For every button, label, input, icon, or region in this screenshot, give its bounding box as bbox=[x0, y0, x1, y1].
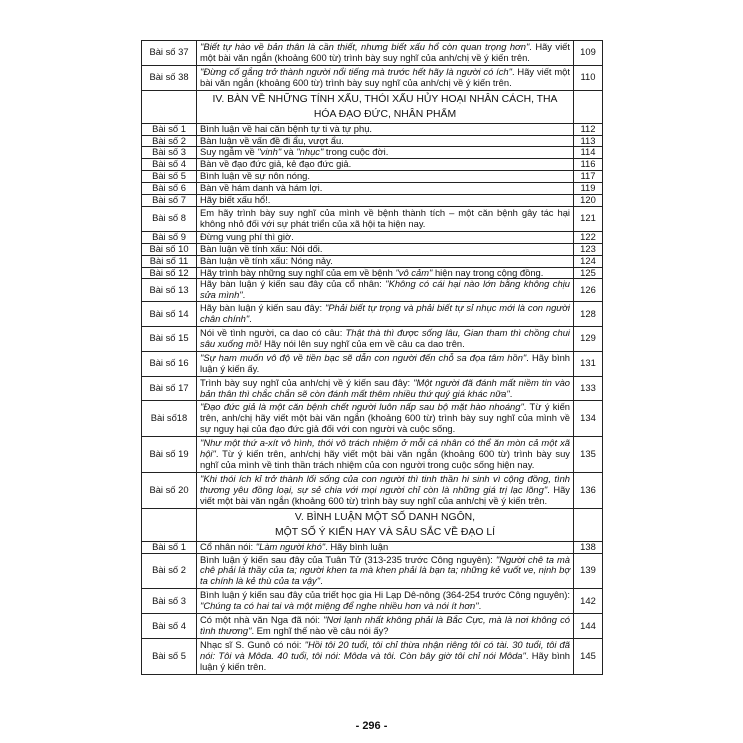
exercise-number: Bài số 4 bbox=[142, 614, 197, 639]
page-ref: 131 bbox=[574, 351, 603, 376]
table-row bbox=[142, 553, 603, 589]
exercise-title bbox=[197, 171, 574, 183]
text-segment: . Hãy bình luận ý kiến trên. bbox=[200, 649, 571, 672]
page-ref: 125 bbox=[574, 267, 603, 279]
text-segment: Hãy nói lên suy nghĩ của em về câu ca dao trên. bbox=[261, 337, 465, 349]
quote-text: "Người chê ta mà chê phải là thầy của ta; người khen ta mà khen phải là bạn ta; những kẻ vuốt ve, nịnh bợ ta chính là kẻ thù của ta vậy" bbox=[200, 553, 570, 587]
exercise-number: Bài số 11 bbox=[142, 255, 197, 267]
quote-text: "Hồi tôi 20 tuổi, tôi chỉ thừa nhận riêng tôi có tài. 30 tuổi, tôi đã nói: Tôi và Môda. 40 tuổi, tôi nói: Môda và tôi. Còn bây giờ tôi chỉ nói Môda" bbox=[200, 638, 570, 661]
quote-text: "Chúng ta có hai tai và một miệng để nghe nhiều hơn và nói ít hơn" bbox=[200, 600, 479, 612]
text-segment: Bàn luận về tính xấu: Nóng nảy. bbox=[200, 254, 333, 266]
table-row bbox=[142, 231, 603, 243]
table-row bbox=[142, 376, 603, 401]
text-segment: hiện nay trong cộng đồng. bbox=[432, 266, 544, 278]
exercise-title bbox=[197, 41, 574, 66]
text-segment: Hãy biết xấu hổ!. bbox=[200, 194, 271, 206]
table-row bbox=[142, 541, 603, 553]
text-segment: V. BÌNH LUẬN MỘT SỐ DANH NGÔN, bbox=[294, 511, 476, 523]
exercise-number: Bài số 38 bbox=[142, 65, 197, 90]
page-ref: 135 bbox=[574, 437, 603, 473]
exercise-title bbox=[197, 255, 574, 267]
exercise-number: Bài số 37 bbox=[142, 41, 197, 66]
quote-text: Thật thà thì được sống lâu, Gian tham thì chồng chui sâu xuống mồ! bbox=[200, 327, 570, 349]
page-ref bbox=[574, 90, 603, 123]
text-segment: và bbox=[281, 146, 297, 158]
page-ref: 133 bbox=[574, 376, 603, 401]
exercise-title bbox=[197, 183, 574, 195]
text-segment: Bình luận ý kiến sau đây của Tuân Tử (313-235 trước Công nguyên): bbox=[200, 553, 496, 565]
text-segment: Bàn về đạo đức giả, kẻ đạo đức giả. bbox=[200, 158, 352, 170]
page-ref: 112 bbox=[574, 123, 603, 135]
exercise-title bbox=[197, 541, 574, 553]
exercise-number: Bài số 2 bbox=[142, 135, 197, 147]
text-segment: . Hãy viết một bài văn ngắn (khoảng 600 từ) trình bày suy nghĩ của anh/chị về ý kiến trên. bbox=[200, 41, 571, 63]
exercise-title bbox=[197, 351, 574, 376]
table-row bbox=[142, 255, 603, 267]
page-ref: 138 bbox=[574, 541, 603, 553]
exercise-title bbox=[197, 267, 574, 279]
quote-text: "Khi thói ích kỉ trở thành lối sống của con người thì tinh thần hi sinh vì cộng đồng, tình thương yêu đồng loại, sự sẻ chia với mọi người chỉ còn là những giá trị lạc lõng" bbox=[200, 472, 570, 495]
quote-text: "Một người đã đánh mất niềm tin vào bản thân thì chắc chắn sẽ còn đánh mất thêm nhiều thứ quý giá khác nữa" bbox=[200, 376, 570, 399]
text-segment: Bàn về hám danh và hám lợi. bbox=[200, 182, 323, 194]
table-of-contents bbox=[141, 40, 603, 675]
exercise-number: Bài số 16 bbox=[142, 351, 197, 376]
text-segment: . Hãy bình luận bbox=[325, 540, 389, 552]
table-row bbox=[142, 279, 603, 302]
text-segment: trong cuộc đời. bbox=[323, 146, 389, 158]
exercise-title bbox=[197, 589, 574, 614]
exercise-number: Bài số 1 bbox=[142, 123, 197, 135]
text-segment: Nhạc sĩ S. Gunô có nói: bbox=[200, 638, 305, 650]
exercise-number: Bài số 3 bbox=[142, 589, 197, 614]
exercise-number: Bài số18 bbox=[142, 401, 197, 437]
page-ref: 120 bbox=[574, 195, 603, 207]
page-ref: 117 bbox=[574, 171, 603, 183]
exercise-title bbox=[197, 147, 574, 159]
exercise-number bbox=[142, 508, 197, 541]
page-ref: 126 bbox=[574, 279, 603, 302]
quote-text: "Đừng cố gắng trở thành người nổi tiếng mà trước hết hãy là người có ích" bbox=[200, 65, 512, 77]
text-segment: . bbox=[478, 600, 482, 612]
text-segment: Hãy trình bày những suy nghĩ của em về bệnh bbox=[200, 266, 396, 278]
text-segment: Bình luận ý kiến sau đây của triết học gia Hi Lạp Dê-nông (364-254 trước Công nguyên): bbox=[200, 589, 570, 601]
table-row bbox=[142, 123, 603, 135]
table-row bbox=[142, 147, 603, 159]
page-ref: 142 bbox=[574, 589, 603, 614]
text-segment: Cổ nhân nói: bbox=[200, 540, 256, 552]
exercise-title bbox=[197, 376, 574, 401]
text-segment: Bàn luận về vấn đề đi ẩu, vượt ẩu. bbox=[200, 134, 344, 146]
quote-text: "vô cảm" bbox=[395, 266, 433, 278]
exercise-title bbox=[197, 123, 574, 135]
section-title bbox=[197, 508, 574, 541]
text-segment: . bbox=[509, 387, 513, 399]
table-row bbox=[142, 195, 603, 207]
text-segment: Em hãy trình bày suy nghĩ của mình về bệnh thành tích – một căn bệnh gây tác hại không nhỏ đối với sự phát triển của xã hội ta hiện nay. bbox=[200, 206, 570, 229]
exercise-number: Bài số 2 bbox=[142, 553, 197, 589]
table-row bbox=[142, 267, 603, 279]
exercise-title bbox=[197, 472, 574, 508]
section-heading-row bbox=[142, 508, 603, 541]
exercise-number: Bài số 1 bbox=[142, 541, 197, 553]
text-segment: Bình luận về hai căn bệnh tự ti và tự phụ. bbox=[200, 122, 373, 134]
page-ref: 109 bbox=[574, 41, 603, 66]
exercise-number: Bài số 17 bbox=[142, 376, 197, 401]
table-row bbox=[142, 302, 603, 327]
table-row bbox=[142, 437, 603, 473]
exercise-title bbox=[197, 159, 574, 171]
table-row bbox=[142, 327, 603, 352]
exercise-number: Bài số 3 bbox=[142, 147, 197, 159]
quote-text: "Làm người khó" bbox=[255, 540, 326, 552]
exercise-title bbox=[197, 638, 574, 674]
quote-text: "Phải biết tự trọng và phải biết tự sỉ nhục mới là con người chân chính" bbox=[200, 302, 570, 325]
text-segment: Suy ngẫm về bbox=[200, 146, 258, 158]
table-row bbox=[142, 159, 603, 171]
text-segment: Đừng vung phí thì giờ. bbox=[200, 230, 294, 242]
quote-text: "Nơi lạnh nhất không phải là Bắc Cực, mà là nơi không có tình thương" bbox=[200, 614, 571, 636]
exercise-title bbox=[197, 302, 574, 327]
text-segment: . Hãy bình luận ý kiến ấy. bbox=[200, 351, 570, 374]
table-row bbox=[142, 183, 603, 195]
text-segment: . bbox=[242, 289, 246, 301]
quote-text: "Như một thứ a-xít vô hình, thói vô trách nhiệm ở mỗi cá nhân có thể ăn mòn cả một xã hội" bbox=[200, 437, 570, 460]
exercise-number: Bài số 15 bbox=[142, 327, 197, 352]
text-segment: . Hãy viết một bài văn ngắn (khoảng 600 từ) trình bày suy nghĩ của anh/chị về ý kiến trên. bbox=[200, 483, 570, 506]
quote-text: "Đạo đức giả là một căn bệnh chết người luôn nấp sau bộ mặt hào nhoáng" bbox=[200, 401, 524, 413]
exercise-number bbox=[142, 90, 197, 123]
text-segment: Hãy bàn luận ý kiến sau đây: bbox=[200, 302, 325, 314]
exercise-title bbox=[197, 401, 574, 437]
exercise-number: Bài số 20 bbox=[142, 472, 197, 508]
exercise-number: Bài số 6 bbox=[142, 183, 197, 195]
table-row bbox=[142, 171, 603, 183]
table-row bbox=[142, 135, 603, 147]
page-ref: 139 bbox=[574, 553, 603, 589]
exercise-title bbox=[197, 437, 574, 473]
exercise-title bbox=[197, 135, 574, 147]
text-segment: . Hãy viết một bài văn ngắn (khoảng 600 từ) trình bày suy nghĩ của anh/chị về ý kiến trên. bbox=[200, 65, 570, 88]
text-segment: Bàn luận về tính xấu: Nói dối. bbox=[200, 242, 323, 254]
quote-text: "vinh" bbox=[257, 146, 282, 158]
exercise-number: Bài số 9 bbox=[142, 231, 197, 243]
page-ref: 114 bbox=[574, 147, 603, 159]
exercise-number: Bài số 13 bbox=[142, 279, 197, 302]
table-row bbox=[142, 65, 603, 90]
text-segment: Bình luận về sự nôn nóng. bbox=[200, 170, 311, 182]
page-ref: 128 bbox=[574, 302, 603, 327]
page-ref: 144 bbox=[574, 614, 603, 639]
text-segment: . Em nghĩ thế nào về câu nói ấy? bbox=[251, 624, 389, 636]
text-segment: Nói về tình người, ca dao có câu: bbox=[200, 327, 346, 339]
page-ref: 136 bbox=[574, 472, 603, 508]
text-segment: . bbox=[249, 313, 252, 325]
page-number: - 296 - bbox=[355, 720, 388, 732]
page-ref: 129 bbox=[574, 327, 603, 352]
quote-text: "nhục" bbox=[296, 146, 324, 158]
table-row bbox=[142, 41, 603, 66]
table-row bbox=[142, 351, 603, 376]
text-segment: Trình bày suy nghĩ của anh/chị về ý kiến sau đây: bbox=[200, 376, 414, 388]
quote-text: "Không có cái hại nào lớn bằng không chịu sửa mình" bbox=[200, 278, 570, 301]
table-row bbox=[142, 206, 603, 231]
table-row bbox=[142, 638, 603, 674]
page-ref: 134 bbox=[574, 401, 603, 437]
section-title bbox=[197, 90, 574, 123]
exercise-title bbox=[197, 243, 574, 255]
page-ref: 122 bbox=[574, 231, 603, 243]
exercise-number: Bài số 5 bbox=[142, 638, 197, 674]
exercise-title bbox=[197, 65, 574, 90]
exercise-title bbox=[197, 206, 574, 231]
page-ref: 110 bbox=[574, 65, 603, 90]
exercise-number: Bài số 8 bbox=[142, 206, 197, 231]
exercise-title bbox=[197, 279, 574, 302]
table-row bbox=[142, 614, 603, 639]
text-segment: . bbox=[320, 575, 323, 587]
page-ref: 121 bbox=[574, 206, 603, 231]
page-ref bbox=[574, 508, 603, 541]
page-ref: 123 bbox=[574, 243, 603, 255]
text-segment: . Từ ý kiến trên, anh/chị hãy viết một bài văn ngắn (khoảng 600 từ) trình bày suy nghĩ của mình về tinh thần trách nhiệm của con người trong cuộc sống hiện nay. bbox=[200, 448, 570, 470]
text-segment: Hãy bàn luận ý kiến sau đây của cổ nhân: bbox=[200, 278, 386, 290]
exercise-number: Bài số 19 bbox=[142, 437, 197, 473]
section-heading-row bbox=[142, 90, 603, 123]
exercise-title bbox=[197, 231, 574, 243]
table-row bbox=[142, 401, 603, 437]
table-row bbox=[142, 243, 603, 255]
text-segment: IV. BÀN VỀ NHỮNG TÍNH XẤU, THÓI XẤU HỦY HOẠI NHÂN CÁCH, THA HÓA ĐẠO ĐỨC, NHÂN PHẨM bbox=[212, 93, 558, 120]
text-segment: . Từ ý kiến trên, anh/chị hãy viết một bài văn ngắn (khoảng 600 từ) trình bày suy nghĩ của mình về sự nguy hại của đạo đức giả đối với con người và cuộc sống. bbox=[200, 401, 570, 435]
exercise-number: Bài số 12 bbox=[142, 267, 197, 279]
quote-text: "Sự ham muốn vô độ về tiền bạc sẽ dẫn con người đến chỗ sa đọa tâm hồn" bbox=[200, 351, 527, 363]
table-row bbox=[142, 472, 603, 508]
page-ref: 116 bbox=[574, 159, 603, 171]
page-ref: 113 bbox=[574, 135, 603, 147]
quote-text: "Biết tự hào về bản thân là cần thiết, nhưng biết xấu hổ còn quan trọng hơn" bbox=[200, 41, 530, 52]
page-ref: 119 bbox=[574, 183, 603, 195]
text-segment: MỘT SỐ Ý KIẾN HAY VÀ SÂU SẮC VỀ ĐẠO LÍ bbox=[275, 526, 495, 538]
exercise-number: Bài số 14 bbox=[142, 302, 197, 327]
exercise-title bbox=[197, 195, 574, 207]
exercise-number: Bài số 5 bbox=[142, 171, 197, 183]
exercise-title bbox=[197, 553, 574, 589]
exercise-title bbox=[197, 327, 574, 352]
text-segment: Có một nhà văn Nga đã nói: bbox=[200, 614, 324, 626]
exercise-number: Bài số 4 bbox=[142, 159, 197, 171]
table-row bbox=[142, 589, 603, 614]
page-ref: 124 bbox=[574, 255, 603, 267]
exercise-number: Bài số 7 bbox=[142, 195, 197, 207]
exercise-title bbox=[197, 614, 574, 639]
exercise-number: Bài số 10 bbox=[142, 243, 197, 255]
page-ref: 145 bbox=[574, 638, 603, 674]
